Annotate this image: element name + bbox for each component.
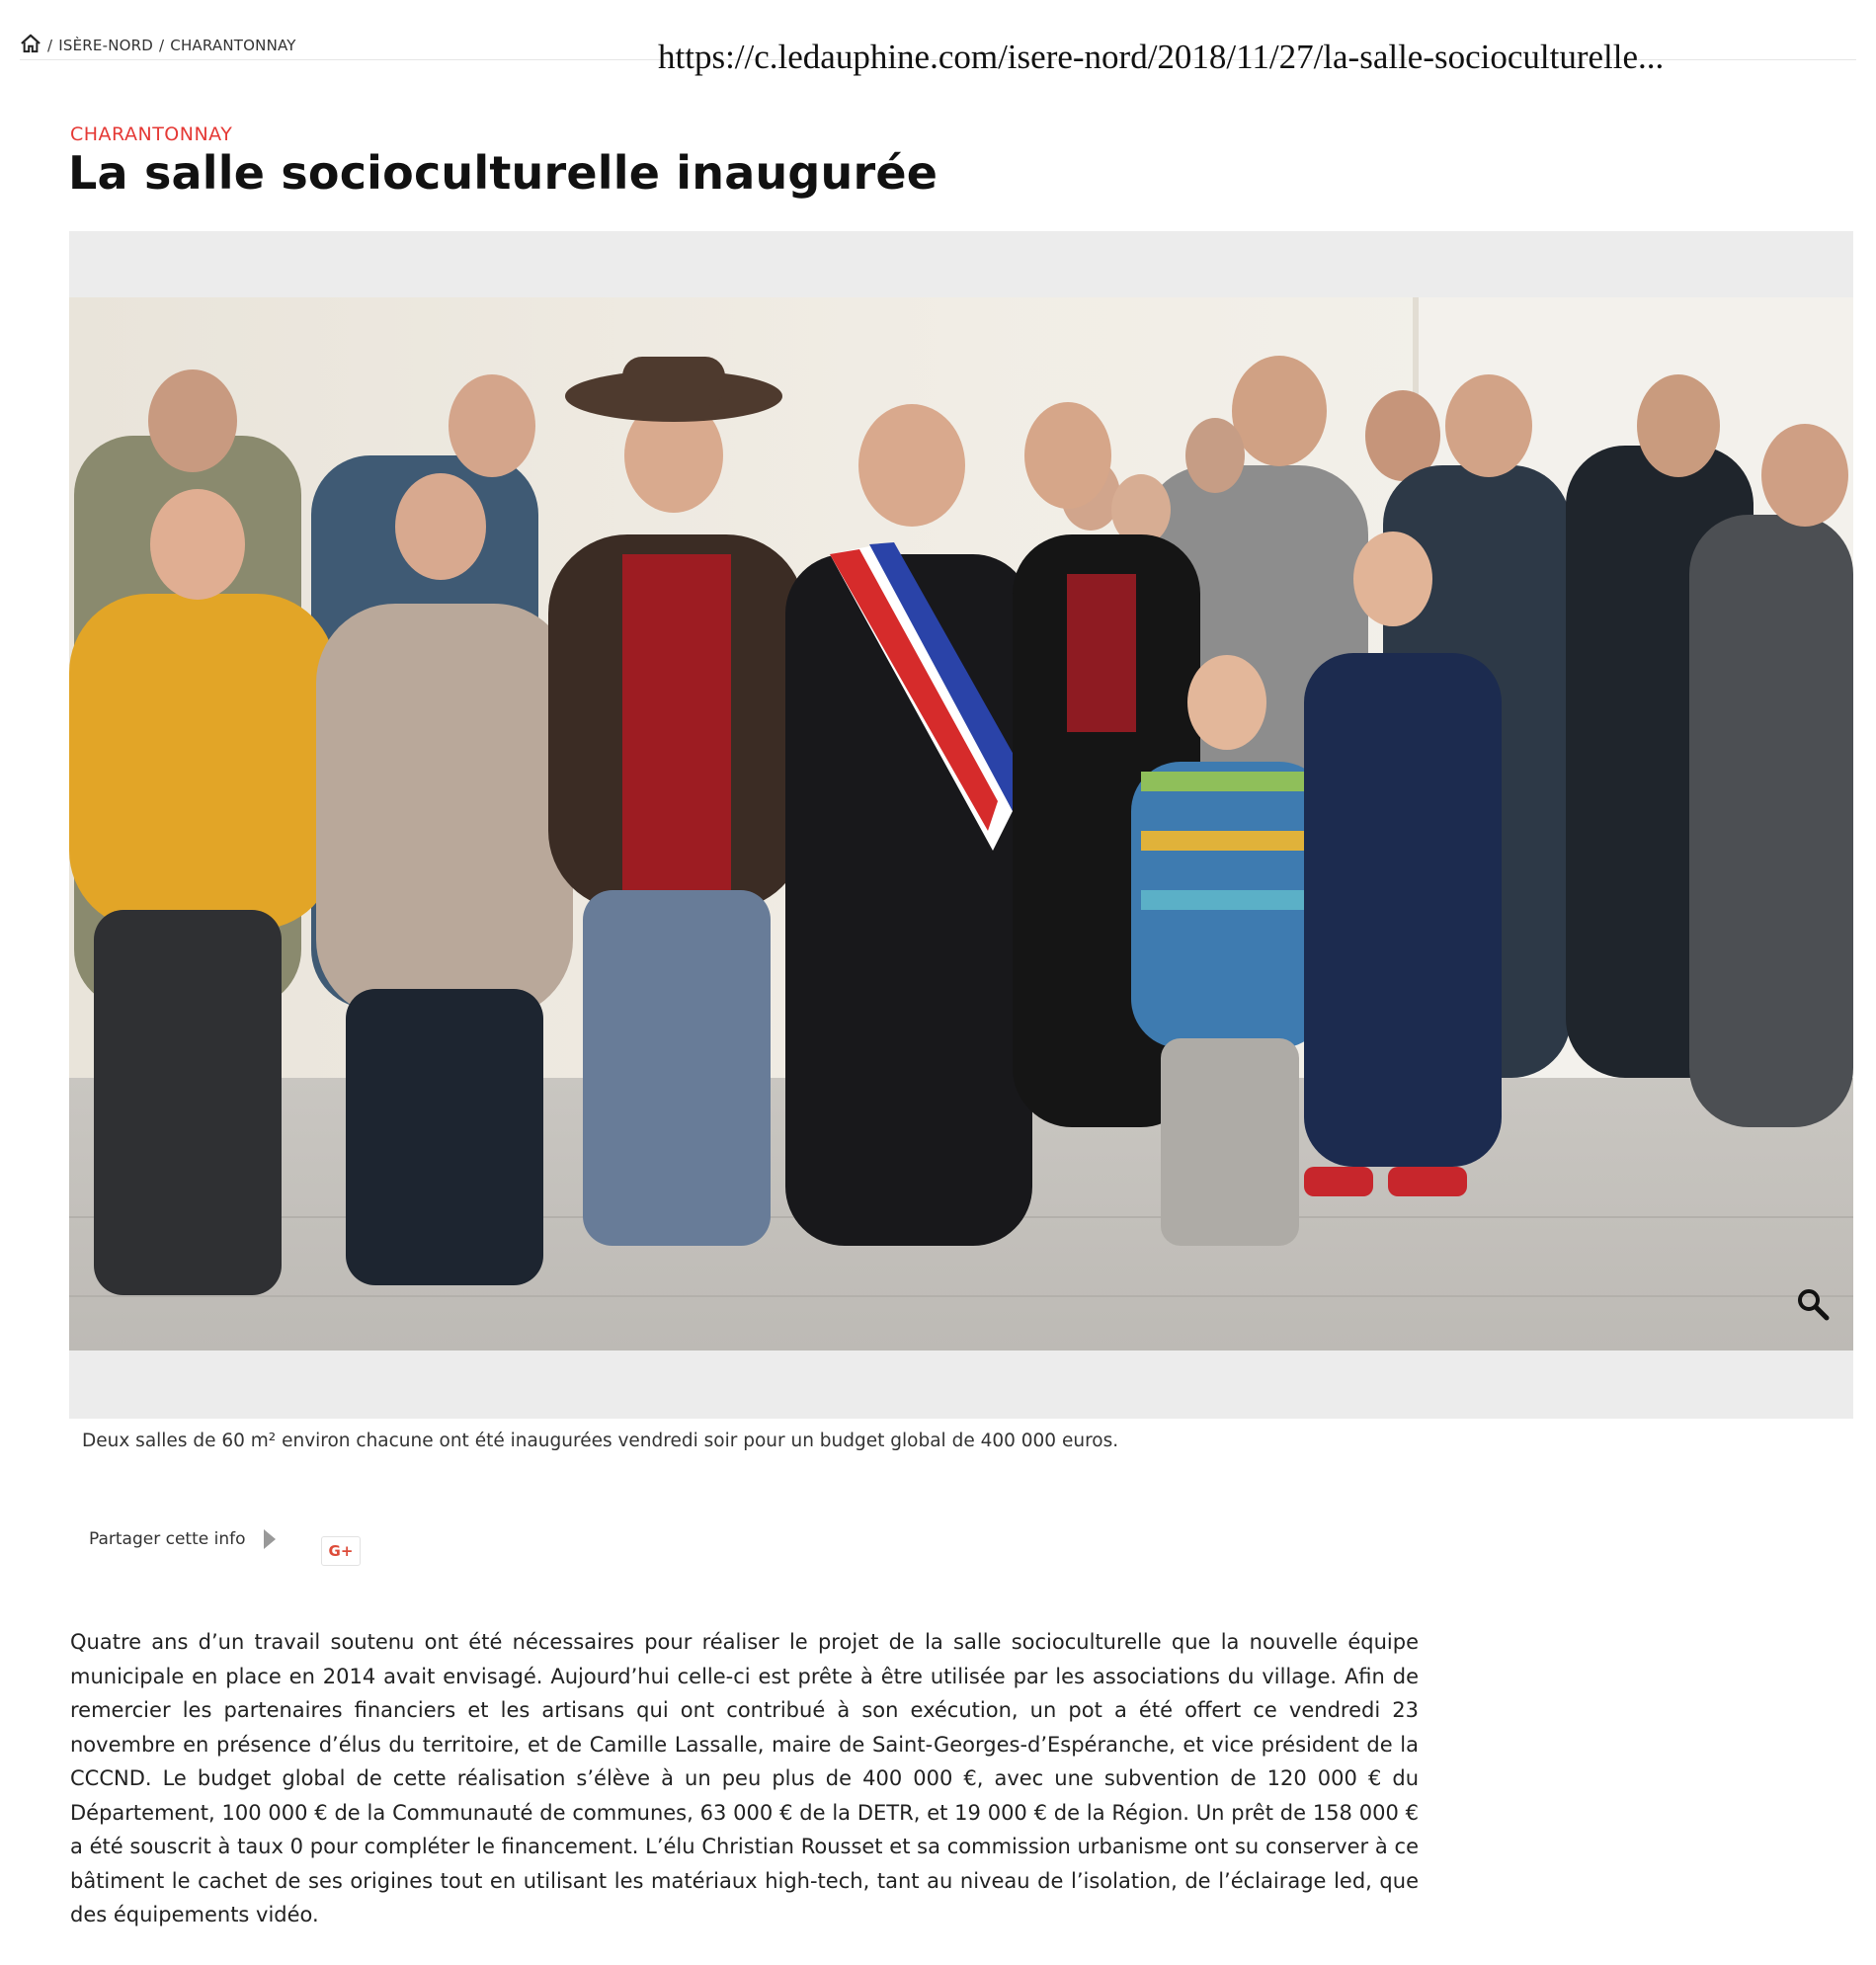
breadcrumb-separator: /	[47, 37, 53, 54]
home-icon	[20, 34, 41, 53]
article-photo[interactable]	[69, 297, 1853, 1351]
breadcrumb-separator: /	[159, 37, 165, 54]
magnifier-icon[interactable]	[1796, 1287, 1830, 1321]
share-bar[interactable]	[89, 1529, 276, 1549]
breadcrumb-charantonnay[interactable]: CHARANTONNAY	[170, 37, 296, 54]
breadcrumb-isere-nord[interactable]: ISÈRE-NORD	[58, 37, 154, 54]
google-plus-share-button[interactable]: G+	[321, 1536, 361, 1566]
page-url: https://c.ledauphine.com/isere-nord/2018/11/27/la-salle-socioculturelle...	[658, 38, 1665, 76]
breadcrumb	[20, 34, 296, 57]
share-arrow-icon	[264, 1529, 276, 1549]
photo-caption: Deux salles de 60 m² environ chacune ont été inaugurées vendredi soir pour un budget global de 400 000 euros.	[82, 1431, 1119, 1451]
home-link[interactable]	[20, 34, 41, 57]
group-photo	[69, 297, 1853, 1351]
share-label: Partager cette info	[89, 1529, 246, 1549]
article-kicker: CHARANTONNAY	[70, 123, 233, 145]
article-body: Quatre ans d’un travail soutenu ont été nécessaires pour réaliser le projet de la salle socioculturelle que la nouvelle équipe municipale en place en 2014 avait envisagé. Aujourd’hui celle-ci est prête à être utilisée par les associations du village. Afin de remercier les partenaires financiers et les artisans qui ont contribué à son exécution, un pot a été offert ce vendredi 23 novembre en présence d’élus du territoire, et de Camille Lassalle, maire de Saint-Georges-d’Espéranche, et vice président de la CCCND. Le budget global de cette réalisation s’élève à un peu plus de 400 000 €, avec une subvention de 120 000 € du Département, 100 000 € de la Communauté de communes, 63 000 € de la DETR, et 19 000 € de la Région. Un prêt de 158 000 € a été souscrit à taux 0 pour compléter le financement. L’élu Christian Rousset et sa commission urbanisme ont su conserver à ce bâtiment le cachet de ses origines tout en utilisant les matériaux high-tech, tant au niveau de l’isolation, de l’éclairage led, que des équipements vidéo.	[70, 1630, 1419, 1926]
article-title: La salle socioculturelle inaugurée	[68, 146, 938, 200]
article-figure	[69, 231, 1853, 1419]
